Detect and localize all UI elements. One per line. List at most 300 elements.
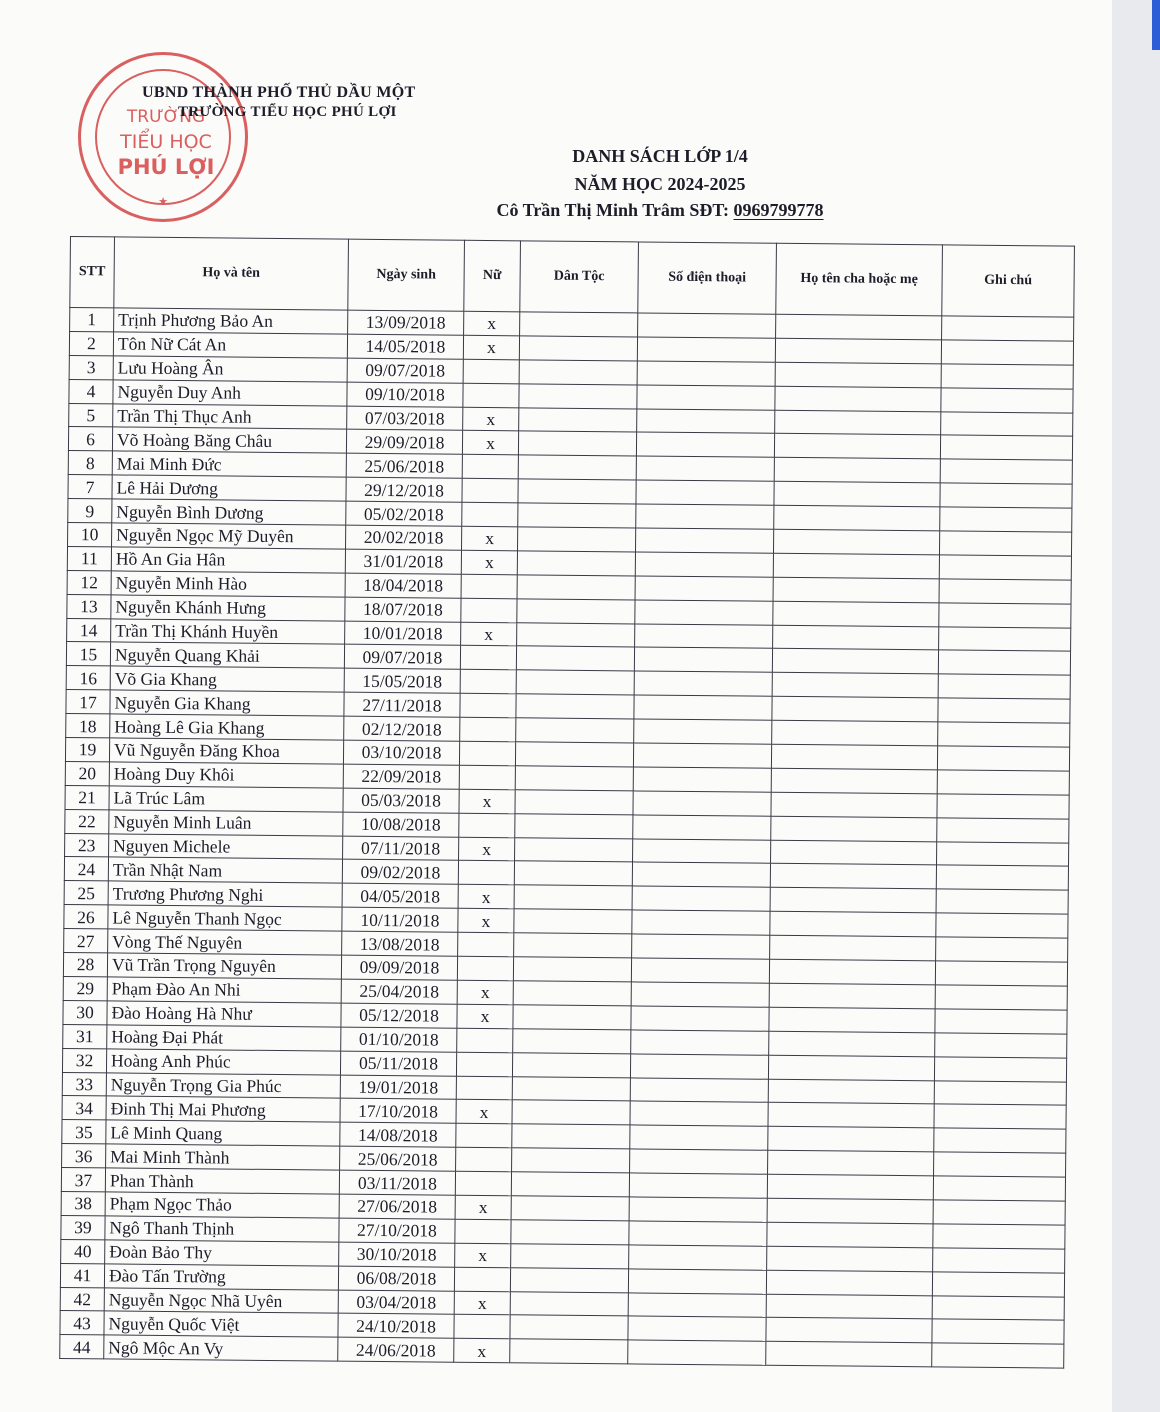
cell-phone <box>630 1077 768 1102</box>
cell-female: x <box>463 407 519 431</box>
cell-notes <box>937 794 1069 819</box>
cell-name: Lã Trúc Lâm <box>109 786 343 812</box>
cell-female <box>454 1267 510 1291</box>
cell-name: Nguyễn Ngọc Nhã Uyên <box>104 1287 338 1313</box>
cell-phone <box>636 480 774 505</box>
cell-ethnicity <box>510 1267 628 1292</box>
cell-dob: 30/10/2018 <box>339 1242 455 1267</box>
cell-stt: 41 <box>60 1263 104 1287</box>
cell-name: Phạm Ngọc Thảo <box>105 1192 339 1218</box>
cell-stt: 2 <box>69 331 113 355</box>
cell-name: Nguyễn Ngọc Mỹ Duyên <box>112 523 346 549</box>
cell-phone <box>635 624 773 649</box>
cell-stt: 9 <box>68 499 112 523</box>
cell-stt: 43 <box>60 1311 104 1335</box>
cell-phone <box>633 815 771 840</box>
cell-name: Lê Minh Quang <box>106 1120 340 1146</box>
cell-dob: 05/02/2018 <box>346 501 462 526</box>
cell-parent <box>768 1103 934 1128</box>
cell-female <box>455 1171 511 1195</box>
cell-female <box>459 765 515 789</box>
cell-notes <box>934 1056 1066 1081</box>
cell-dob: 07/03/2018 <box>347 406 463 431</box>
cell-ethnicity <box>513 957 631 982</box>
cell-notes <box>941 364 1073 389</box>
cell-notes <box>935 1009 1067 1034</box>
cell-ethnicity <box>510 1315 628 1340</box>
cell-parent <box>774 458 940 483</box>
cell-stt: 44 <box>60 1335 104 1359</box>
cell-phone <box>634 695 772 720</box>
cell-female <box>456 1076 512 1100</box>
header-col-ethnicity: Dân Tộc <box>520 241 639 313</box>
cell-parent <box>776 314 942 339</box>
cell-parent <box>768 1150 934 1175</box>
cell-dob: 25/06/2018 <box>340 1146 456 1171</box>
cell-notes <box>937 818 1069 843</box>
cell-stt: 10 <box>68 523 112 547</box>
cell-parent <box>771 744 937 769</box>
cell-phone <box>636 504 774 529</box>
cell-notes <box>940 507 1072 532</box>
cell-notes <box>936 889 1068 914</box>
cell-notes <box>935 1033 1067 1058</box>
cell-stt: 7 <box>68 475 112 499</box>
cell-phone <box>628 1340 766 1365</box>
cell-name: Nguyễn Quang Khải <box>110 642 344 668</box>
cell-parent <box>770 935 936 960</box>
cell-parent <box>770 888 936 913</box>
cell-ethnicity <box>510 1339 628 1364</box>
cell-parent <box>775 386 941 411</box>
cell-ethnicity <box>517 575 635 600</box>
cell-ethnicity <box>512 1124 630 1149</box>
cell-female <box>459 741 515 765</box>
cell-female: x <box>455 1243 511 1267</box>
cell-female: x <box>464 311 520 335</box>
cell-female <box>462 455 518 479</box>
cell-female: x <box>462 526 518 550</box>
cell-notes <box>942 316 1074 341</box>
cell-ethnicity <box>517 622 635 647</box>
header-col-dob: Ngày sinh <box>348 239 465 311</box>
cell-stt: 4 <box>69 379 113 403</box>
cell-phone <box>631 982 769 1007</box>
cell-female <box>456 1052 512 1076</box>
cell-parent <box>773 529 939 554</box>
cell-name: Hồ An Gia Hân <box>111 547 345 573</box>
cell-parent <box>775 410 941 435</box>
cell-female: x <box>455 1195 511 1219</box>
cell-stt: 1 <box>70 308 114 332</box>
school-year: NĂM HỌC 2024-2025 <box>574 174 746 194</box>
cell-notes <box>933 1224 1065 1249</box>
cell-parent <box>768 1079 934 1104</box>
cell-ethnicity <box>511 1244 629 1269</box>
cell-stt: 35 <box>62 1120 106 1144</box>
cell-stt: 21 <box>65 785 109 809</box>
cell-female: x <box>461 622 517 646</box>
cell-phone <box>628 1316 766 1341</box>
cell-name: Võ Gia Khang <box>110 666 344 692</box>
cell-stt: 25 <box>64 881 108 905</box>
cell-phone <box>632 934 770 959</box>
cell-name: Ngô Mộc An Vy <box>104 1335 338 1361</box>
cell-female: x <box>458 909 514 933</box>
cell-stt: 14 <box>67 618 111 642</box>
header-col-name: Họ và tên <box>114 237 349 310</box>
cell-name: Trịnh Phương Bảo An <box>114 308 348 334</box>
cell-stt: 31 <box>63 1024 107 1048</box>
cell-parent <box>766 1318 932 1343</box>
cell-ethnicity <box>514 933 632 958</box>
cell-parent <box>770 864 936 889</box>
cell-ethnicity <box>519 336 637 361</box>
cell-stt: 29 <box>63 976 107 1000</box>
cell-ethnicity <box>512 1052 630 1077</box>
cell-female <box>458 861 514 885</box>
cell-ethnicity <box>519 360 637 385</box>
cell-female: x <box>463 335 519 359</box>
cell-name: Phạm Đào An Nhi <box>107 977 341 1003</box>
cell-notes <box>940 459 1072 484</box>
cell-parent <box>772 697 938 722</box>
cell-stt: 5 <box>69 403 113 427</box>
cell-female: x <box>459 837 515 861</box>
cell-notes <box>933 1200 1065 1225</box>
cell-female <box>463 359 519 383</box>
cell-stt: 30 <box>63 1000 107 1024</box>
cell-stt: 36 <box>62 1144 106 1168</box>
cell-ethnicity <box>517 551 635 576</box>
cell-stt: 16 <box>66 666 110 690</box>
cell-notes <box>940 483 1072 508</box>
cell-notes <box>939 603 1071 628</box>
table-header-row <box>70 237 1075 318</box>
school-name: TRƯỜNG TIỂU HỌC PHÚ LỢI <box>178 104 397 120</box>
cell-name: Tôn Nữ Cát An <box>113 332 347 358</box>
cell-stt: 34 <box>62 1096 106 1120</box>
cell-name: Nguyễn Bình Dương <box>112 499 346 525</box>
cell-phone <box>632 910 770 935</box>
cell-dob: 18/04/2018 <box>345 573 461 598</box>
cell-notes <box>934 1104 1066 1129</box>
cell-female <box>461 598 517 622</box>
cell-parent <box>774 505 940 530</box>
cell-notes <box>932 1319 1064 1344</box>
cell-phone <box>633 743 771 768</box>
cell-dob: 19/01/2018 <box>340 1075 456 1100</box>
cell-dob: 24/10/2018 <box>338 1314 454 1339</box>
cell-ethnicity <box>512 1100 630 1125</box>
cell-notes <box>935 985 1067 1010</box>
cell-stt: 13 <box>67 594 111 618</box>
cell-female: x <box>458 885 514 909</box>
cell-notes <box>941 411 1073 436</box>
cell-ethnicity <box>519 383 637 408</box>
cell-parent <box>773 625 939 650</box>
cell-parent <box>771 816 937 841</box>
cell-female: x <box>456 1100 512 1124</box>
cell-parent <box>767 1246 933 1271</box>
cell-dob: 06/08/2018 <box>338 1266 454 1291</box>
cell-name: Nguyễn Gia Khang <box>110 690 344 716</box>
cell-dob: 05/12/2018 <box>341 1003 457 1028</box>
cell-ethnicity <box>516 694 634 719</box>
cell-name: Đoàn Bảo Thy <box>105 1240 339 1266</box>
cell-ethnicity <box>518 455 636 480</box>
cell-dob: 13/09/2018 <box>348 310 464 335</box>
cell-notes <box>938 698 1070 723</box>
cell-ethnicity <box>518 431 636 456</box>
cell-female <box>460 694 516 718</box>
cell-stt: 19 <box>65 738 109 762</box>
cell-stt: 42 <box>60 1287 104 1311</box>
cell-ethnicity <box>514 909 632 934</box>
cell-phone <box>631 1030 769 1055</box>
cell-name: Lê Hải Dương <box>112 475 346 501</box>
cell-name: Nguyễn Trọng Gia Phúc <box>106 1072 340 1098</box>
cell-dob: 27/11/2018 <box>344 692 460 717</box>
cell-notes <box>937 746 1069 771</box>
cell-female <box>463 383 519 407</box>
cell-stt: 37 <box>61 1168 105 1192</box>
teacher-phone: 0969799778 <box>733 200 824 220</box>
cell-parent <box>773 577 939 602</box>
authority-name: UBND THÀNH PHỐ THỦ DẦU MỘT <box>142 84 416 101</box>
cell-notes <box>939 555 1071 580</box>
cell-stt: 32 <box>62 1048 106 1072</box>
cell-dob: 17/10/2018 <box>340 1099 456 1124</box>
cell-dob: 22/09/2018 <box>343 764 459 789</box>
cell-female: x <box>462 431 518 455</box>
cell-female <box>460 717 516 741</box>
table-body <box>60 308 1074 1369</box>
cell-notes <box>941 340 1073 365</box>
cell-phone <box>630 1101 768 1126</box>
cell-ethnicity <box>512 1076 630 1101</box>
cell-stt: 28 <box>63 953 107 977</box>
cell-phone <box>631 958 769 983</box>
cell-parent <box>771 792 937 817</box>
cell-dob: 09/10/2018 <box>347 382 463 407</box>
cell-parent <box>772 649 938 674</box>
cell-notes <box>932 1295 1064 1320</box>
cell-phone <box>628 1292 766 1317</box>
teacher-name: Cô Trần Thị Minh Trâm SĐT: <box>496 200 730 220</box>
cell-name: Trần Thị Thục Anh <box>113 403 347 429</box>
cell-dob: 09/07/2018 <box>347 358 463 383</box>
cell-name: Đào Hoàng Hà Như <box>107 1001 341 1027</box>
cell-dob: 10/01/2018 <box>345 621 461 646</box>
cell-stt: 15 <box>66 642 110 666</box>
cell-name: Lê Nguyễn Thanh Ngọc <box>108 905 342 931</box>
cell-ethnicity <box>514 861 632 886</box>
cell-dob: 14/08/2018 <box>340 1122 456 1147</box>
cell-ethnicity <box>513 1029 631 1054</box>
cell-parent <box>767 1222 933 1247</box>
header-col-female: Nữ <box>464 240 521 312</box>
cell-female <box>462 502 518 526</box>
cell-stt: 24 <box>64 857 108 881</box>
cell-dob: 25/04/2018 <box>341 979 457 1004</box>
cell-phone <box>631 1006 769 1031</box>
cell-name: Trần Nhật Nam <box>108 857 342 883</box>
cell-ethnicity <box>515 766 633 791</box>
cell-notes <box>932 1271 1064 1296</box>
cell-parent <box>775 362 941 387</box>
cell-stt: 23 <box>65 833 109 857</box>
cell-notes <box>940 435 1072 460</box>
cell-dob: 01/10/2018 <box>341 1027 457 1052</box>
cell-ethnicity <box>517 527 635 552</box>
cell-stt: 6 <box>68 427 112 451</box>
cell-dob: 13/08/2018 <box>342 931 458 956</box>
cell-name: Đào Tấn Trường <box>104 1264 338 1290</box>
cell-phone <box>635 600 773 625</box>
cell-dob: 18/07/2018 <box>345 597 461 622</box>
cell-name: Nguyễn Minh Hào <box>111 571 345 597</box>
cell-parent <box>767 1174 933 1199</box>
cell-name: Phan Thành <box>105 1168 339 1194</box>
cell-ethnicity <box>514 885 632 910</box>
cell-ethnicity <box>516 646 634 671</box>
cell-notes <box>936 937 1068 962</box>
cell-parent <box>769 959 935 984</box>
cell-ethnicity <box>519 407 637 432</box>
cell-phone <box>630 1149 768 1174</box>
cell-parent <box>771 768 937 793</box>
cell-dob: 10/08/2018 <box>343 812 459 837</box>
cell-ethnicity <box>515 790 633 815</box>
cell-phone <box>634 647 772 672</box>
cell-phone <box>636 432 774 457</box>
cell-phone <box>637 361 775 386</box>
cell-female <box>459 813 515 837</box>
cell-female <box>454 1315 510 1339</box>
cell-stt: 12 <box>67 570 111 594</box>
cell-dob: 03/11/2018 <box>339 1170 455 1195</box>
corner-accent <box>1152 0 1160 50</box>
cell-parent <box>775 338 941 363</box>
cell-name: Trương Phương Nghi <box>108 881 342 907</box>
cell-phone <box>632 862 770 887</box>
cell-stt: 26 <box>64 905 108 929</box>
cell-dob: 09/02/2018 <box>342 860 458 885</box>
cell-stt: 20 <box>65 761 109 785</box>
cell-stt: 11 <box>67 546 111 570</box>
class-roster-table <box>59 236 1075 1369</box>
cell-phone <box>634 719 772 744</box>
cell-notes <box>933 1248 1065 1273</box>
cell-dob: 14/05/2018 <box>347 334 463 359</box>
cell-name: Hoàng Lê Gia Khang <box>110 714 344 740</box>
cell-stt: 40 <box>61 1239 105 1263</box>
stamp-line-2: TIỂU HỌC <box>120 131 212 153</box>
stamp-line-1: TRƯỜNG <box>126 107 206 127</box>
class-list-title: DANH SÁCH LỚP 1/4 <box>572 146 748 166</box>
cell-parent <box>766 1342 932 1367</box>
cell-phone <box>630 1054 768 1079</box>
cell-dob: 07/11/2018 <box>343 836 459 861</box>
cell-female <box>460 646 516 670</box>
teacher-line <box>0 200 1160 221</box>
cell-parent <box>766 1270 932 1295</box>
cell-phone <box>634 671 772 696</box>
cell-notes <box>932 1343 1064 1368</box>
cell-notes <box>934 1152 1066 1177</box>
cell-female <box>462 479 518 503</box>
cell-notes <box>938 650 1070 675</box>
cell-parent <box>769 1007 935 1032</box>
cell-female <box>461 574 517 598</box>
cell-name: Mai Minh Đức <box>112 451 346 477</box>
cell-stt: 17 <box>66 690 110 714</box>
cell-ethnicity <box>517 598 635 623</box>
stamp-line-3: PHÚ LỢI <box>117 155 215 179</box>
cell-stt: 38 <box>61 1191 105 1215</box>
cell-ethnicity <box>516 670 634 695</box>
cell-ethnicity <box>515 814 633 839</box>
cell-phone <box>629 1197 767 1222</box>
cell-phone <box>633 791 771 816</box>
cell-notes <box>934 1128 1066 1153</box>
cell-parent <box>771 840 937 865</box>
cell-female <box>460 670 516 694</box>
header-col-notes: Ghi chú <box>942 245 1075 317</box>
cell-female: x <box>459 789 515 813</box>
cell-ethnicity <box>515 837 633 862</box>
cell-name: Đinh Thị Mai Phương <box>106 1096 340 1122</box>
cell-dob: 02/12/2018 <box>344 716 460 741</box>
cell-female <box>456 1124 512 1148</box>
cell-ethnicity <box>512 1148 630 1173</box>
cell-dob: 09/07/2018 <box>344 645 460 670</box>
cell-phone <box>630 1125 768 1150</box>
cell-dob: 10/11/2018 <box>342 907 458 932</box>
cell-parent <box>774 434 940 459</box>
cell-name: Nguyễn Duy Anh <box>113 380 347 406</box>
cell-name: Ngô Thanh Thịnh <box>105 1216 339 1242</box>
cell-dob: 24/06/2018 <box>338 1337 454 1362</box>
cell-female: x <box>454 1339 510 1363</box>
cell-stt: 3 <box>69 355 113 379</box>
cell-notes <box>936 865 1068 890</box>
cell-parent <box>768 1055 934 1080</box>
cell-female: x <box>457 1004 513 1028</box>
cell-parent <box>772 673 938 698</box>
cell-parent <box>770 912 936 937</box>
cell-notes <box>939 579 1071 604</box>
cell-ethnicity <box>518 479 636 504</box>
cell-female <box>458 932 514 956</box>
cell-dob: 04/05/2018 <box>342 884 458 909</box>
header-col-phone: Số điện thoại <box>638 242 777 314</box>
cell-phone <box>628 1269 766 1294</box>
cell-phone <box>637 409 775 434</box>
cell-name: Võ Hoàng Băng Châu <box>112 427 346 453</box>
cell-name: Nguyễn Quốc Việt <box>104 1311 338 1337</box>
cell-dob: 05/11/2018 <box>340 1051 456 1076</box>
cell-stt: 33 <box>62 1072 106 1096</box>
cell-ethnicity <box>510 1291 628 1316</box>
cell-ethnicity <box>518 503 636 528</box>
cell-name: Hoàng Đại Phát <box>107 1025 341 1051</box>
cell-phone <box>636 456 774 481</box>
cell-parent <box>772 720 938 745</box>
cell-dob: 31/01/2018 <box>345 549 461 574</box>
cell-ethnicity <box>511 1220 629 1245</box>
